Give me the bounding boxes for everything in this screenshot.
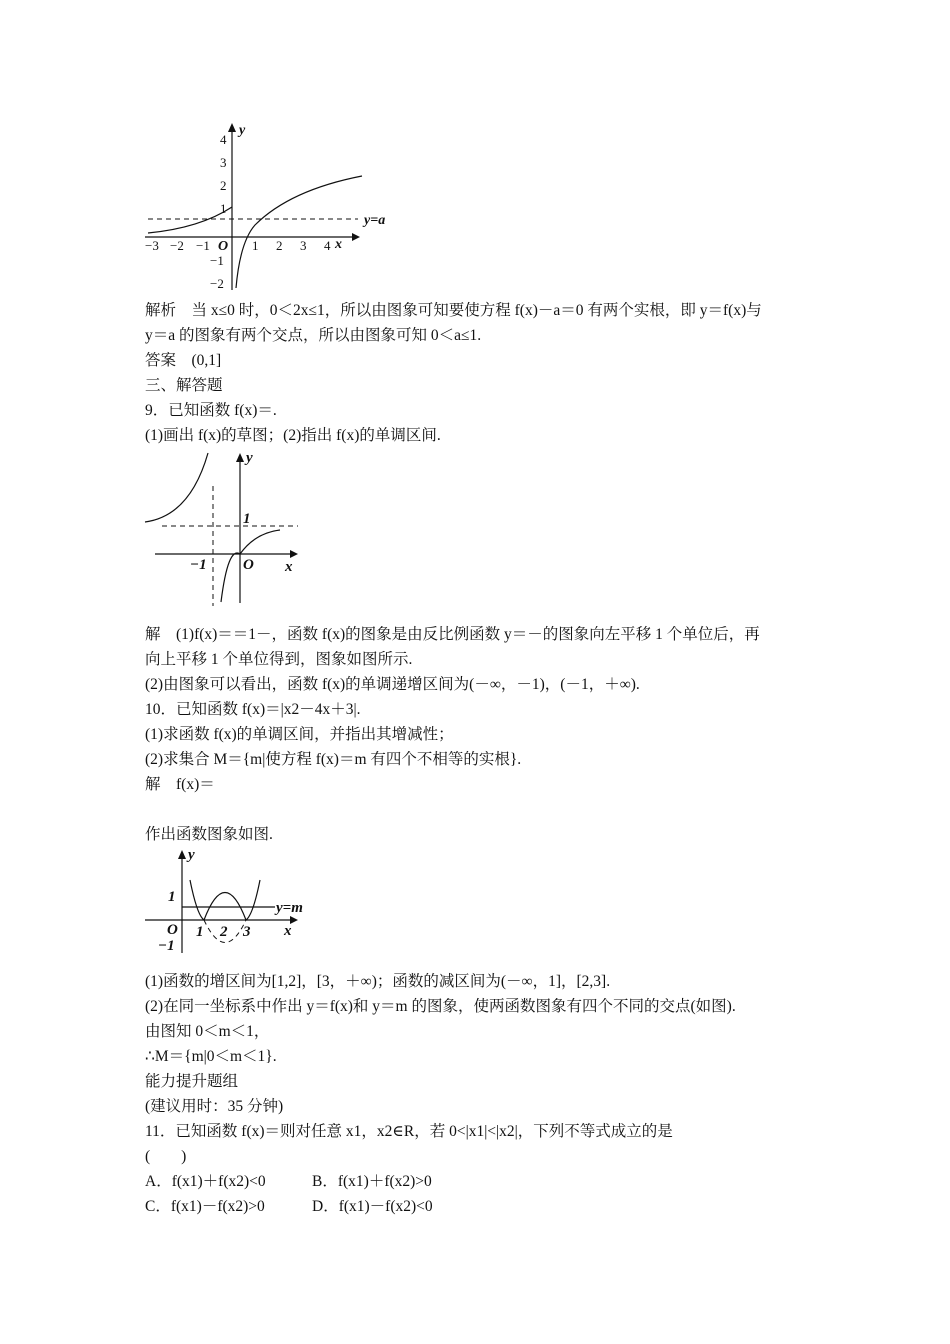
x-label: x (335, 237, 342, 252)
question-10-part-1: (1)求函数 f(x)的单调区间，并指出其增减性； (145, 726, 454, 743)
solution-9-line-2: 向上平移 1 个单位得到，图象如图所示. (145, 651, 413, 668)
y-tick: 1 (220, 201, 227, 216)
tick-one: 1 (243, 511, 251, 527)
x-tick: 4 (324, 238, 331, 253)
x-tick: 1 (252, 238, 259, 253)
solution-9-line-3: (2)由图象可以看出，函数 f(x)的单调递增区间为(－∞，－1)，(－1，＋∞). (145, 676, 640, 693)
y-tick: 3 (220, 155, 227, 170)
x-tick: 1 (196, 924, 204, 940)
y-label: y (188, 847, 195, 863)
x-label: x (284, 923, 292, 939)
y-tick: −1 (158, 938, 175, 954)
y-axis-arrow (228, 123, 236, 132)
solution-10-inference: 由图知 0＜m＜1， (145, 1023, 270, 1040)
y-tick: 1 (168, 889, 176, 905)
question-10: 10．已知函数 f(x)＝|x2－4x＋3|. (145, 701, 361, 718)
y-axis-arrow (178, 850, 186, 859)
group-heading: 能力提升题组 (145, 1073, 239, 1090)
solution-10-graph-intro: 作出函数图象如图. (145, 826, 273, 843)
curve-left (145, 453, 208, 522)
origin-label: O (167, 922, 178, 938)
x-tick: 2 (276, 238, 283, 253)
x-label: x (285, 559, 293, 575)
solution-9-line-1: 解 (1)f(x)＝＝1－，函数 f(x)的图象是由反比例函数 y＝－的图象向左平移 1 个单位后，再 (145, 626, 760, 643)
curve-abs-quadratic (190, 880, 260, 920)
y-tick: 2 (220, 178, 227, 193)
question-11: 11．已知函数 f(x)＝则对任意 x1，x2∈R，若 0<|x1|<|x2|，下列不等式成立的是 (145, 1123, 673, 1140)
solution-10-start: 解 f(x)＝ (145, 776, 215, 793)
curve-right (236, 176, 362, 288)
origin-label: O (218, 239, 229, 254)
solution-10-result: ∴M＝{m|0＜m＜1}. (145, 1048, 277, 1065)
y-axis-arrow (236, 453, 244, 462)
x-tick: −1 (196, 238, 210, 253)
analysis-line-2: y＝a 的图象有两个交点，所以由图象可知 0＜a≤1. (145, 327, 482, 344)
answer-blank: ( ) (145, 1148, 187, 1165)
y-tick: −1 (210, 253, 224, 268)
line-label: y=a (364, 213, 386, 228)
y-label: y (246, 450, 253, 466)
answer-line: 答案 (0,1] (145, 352, 222, 369)
x-axis-arrow (290, 550, 298, 558)
option-b: B．f(x1)＋f(x2)>0 (312, 1173, 432, 1190)
x-tick: 3 (300, 238, 307, 253)
graph-1 (140, 120, 400, 300)
solution-10-part-2: (2)在同一坐标系中作出 y＝f(x)和 y＝m 的图象，使两函数图象有四个不同的交点(如图). (145, 998, 736, 1015)
question-10-part-2: (2)求集合 M＝{m|使方程 f(x)＝m 有四个不相等的实根}. (145, 751, 522, 768)
section-heading: 三、解答题 (145, 377, 223, 394)
y-label: y (239, 123, 246, 138)
line-label: y=m (276, 900, 303, 916)
y-tick: 4 (220, 132, 227, 147)
graph-3 (140, 845, 315, 960)
suggested-time: (建议用时：35 分钟) (145, 1098, 284, 1115)
tick-neg-one: −1 (190, 557, 207, 573)
option-d: D．f(x1)－f(x2)<0 (312, 1198, 433, 1215)
origin-label: O (243, 557, 254, 573)
x-tick: −2 (170, 238, 184, 253)
question-9: 9．已知函数 f(x)＝. (145, 402, 277, 419)
analysis-line-1: 解析 当 x≤0 时，0＜2x≤1，所以由图象可知要使方程 f(x)－a＝0 有两个实根，即 y＝f(x)与 (145, 302, 762, 319)
x-tick: 3 (243, 924, 251, 940)
question-9-parts: (1)画出 f(x)的草图；(2)指出 f(x)的单调区间. (145, 427, 441, 444)
option-c: C．f(x1)－f(x2)>0 (145, 1198, 265, 1215)
graph-2 (140, 448, 310, 610)
solution-10-part-1: (1)函数的增区间为[1,2]，[3，＋∞)；函数的减区间为(－∞，1]，[2,3]. (145, 973, 611, 990)
x-tick: 2 (220, 924, 228, 940)
x-axis-arrow (352, 233, 360, 241)
x-tick: −3 (145, 238, 159, 253)
y-tick: −2 (210, 276, 224, 291)
option-a: A．f(x1)＋f(x2)<0 (145, 1173, 266, 1190)
